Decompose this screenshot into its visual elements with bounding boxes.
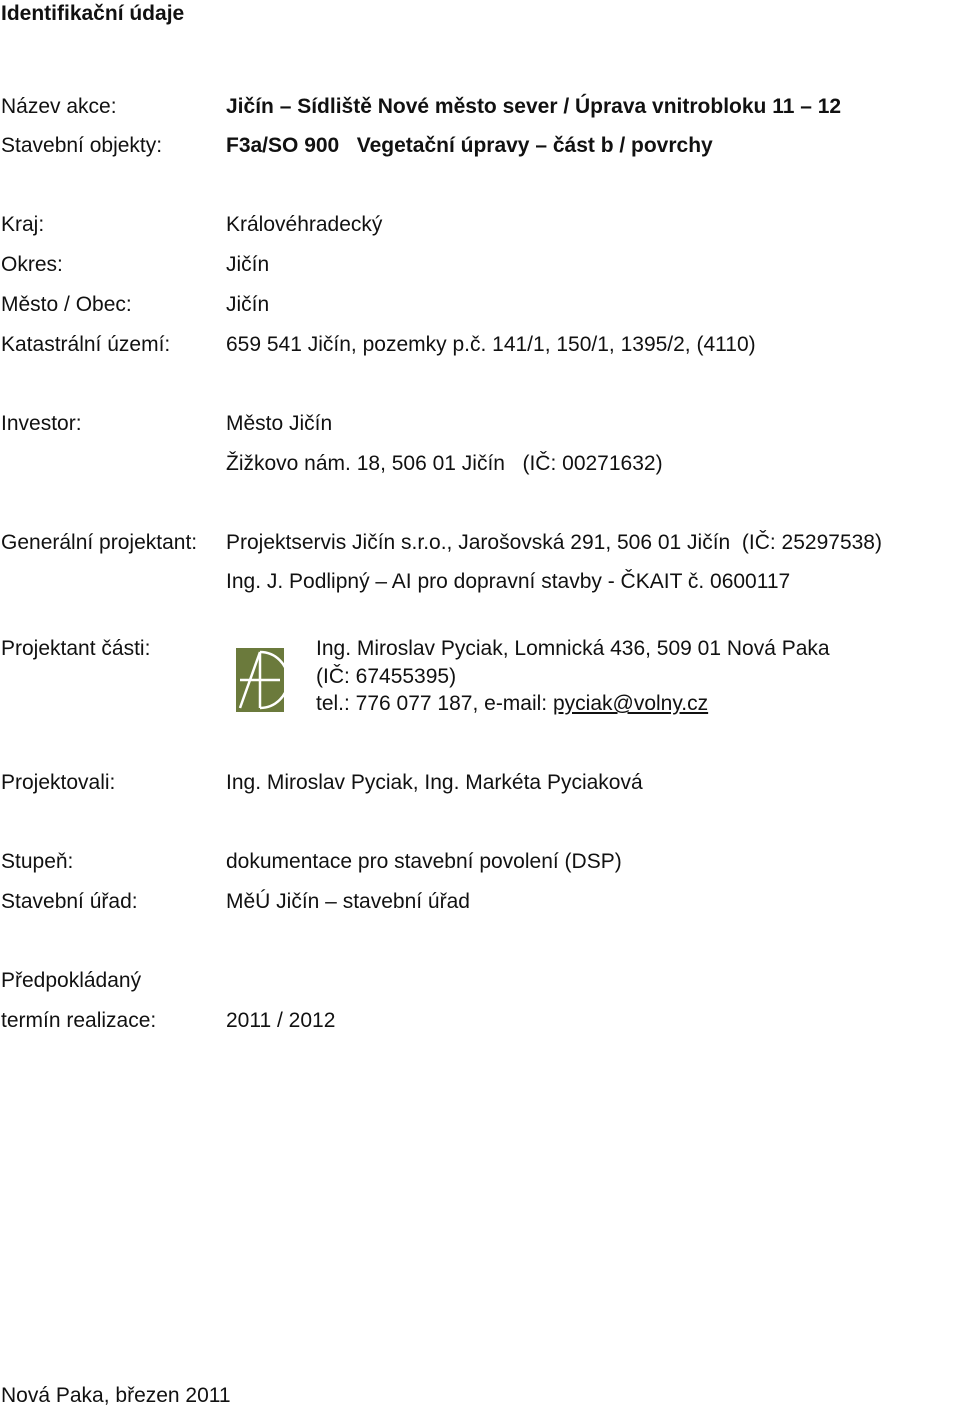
urad-value: MěÚ Jičín – stavební úřad [226, 890, 470, 913]
stupen-value: dokumentace pro stavební povolení (DSP) [226, 850, 622, 873]
phone-text: tel.: 776 077 187, e-mail: [316, 692, 553, 715]
document-heading: Identifikační údaje [1, 2, 185, 25]
stavebni-objekty-value: F3a/SO 900 Vegetační úpravy – část b / povrchy [226, 134, 713, 157]
footer-place-date: Nová Paka, březen 2011 [1, 1384, 231, 1407]
stupen-label: Stupeň: [1, 850, 74, 873]
investor-address: Žižkovo nám. 18, 506 01 Jičín (IČ: 00271632) [226, 452, 663, 475]
gen-projektant-company: Projektservis Jičín s.r.o., Jarošovská 291, 506 01 Jičín (IČ: 25297538) [226, 531, 882, 554]
projektant-casti-label: Projektant části: [1, 637, 151, 660]
okres-value: Jičín [226, 253, 270, 276]
projektovali-label: Projektovali: [1, 771, 116, 794]
gen-projektant-label: Generální projektant: [1, 531, 198, 554]
realizace-label-line1: Předpokládaný [1, 969, 142, 992]
okres-label: Okres: [1, 253, 63, 276]
projektovali-value: Ing. Miroslav Pyciak, Ing. Markéta Pyciaková [226, 771, 643, 794]
kraj-label: Kraj: [1, 213, 45, 236]
urad-label: Stavební úřad: [1, 890, 138, 913]
mesto-value: Jičín [226, 293, 270, 316]
mesto-label: Město / Obec: [1, 293, 132, 316]
stavebni-objekty-label: Stavební objekty: [1, 134, 163, 157]
realizace-label-line2: termín realizace: [1, 1009, 157, 1032]
investor-label: Investor: [1, 412, 82, 435]
projektant-casti-ico: (IČ: 67455395) [316, 665, 457, 688]
projektant-casti-contact [316, 693, 708, 714]
gen-projektant-person: Ing. J. Podlipný – AI pro dopravní stavby - ČKAIT č. 0600117 [226, 570, 791, 593]
katastr-value: 659 541 Jičín, pozemky p.č. 141/1, 150/1, 1395/2, (4110) [226, 333, 756, 356]
katastr-label: Katastrální území: [1, 333, 171, 356]
realizace-value: 2011 / 2012 [226, 1009, 336, 1032]
investor-name: Město Jičín [226, 412, 333, 435]
nazev-akce-label: Název akce: [1, 95, 117, 118]
nazev-akce-value: Jičín – Sídliště Nové město sever / Úprava vnitrobloku 11 – 12 [226, 95, 842, 118]
kraj-value: Královéhradecký [226, 213, 383, 236]
projektant-casti-name: Ing. Miroslav Pyciak, Lomnická 436, 509 01 Nová Paka [316, 637, 830, 660]
architect-logo [236, 648, 284, 712]
email-link[interactable]: pyciak@volny.cz [552, 692, 709, 715]
